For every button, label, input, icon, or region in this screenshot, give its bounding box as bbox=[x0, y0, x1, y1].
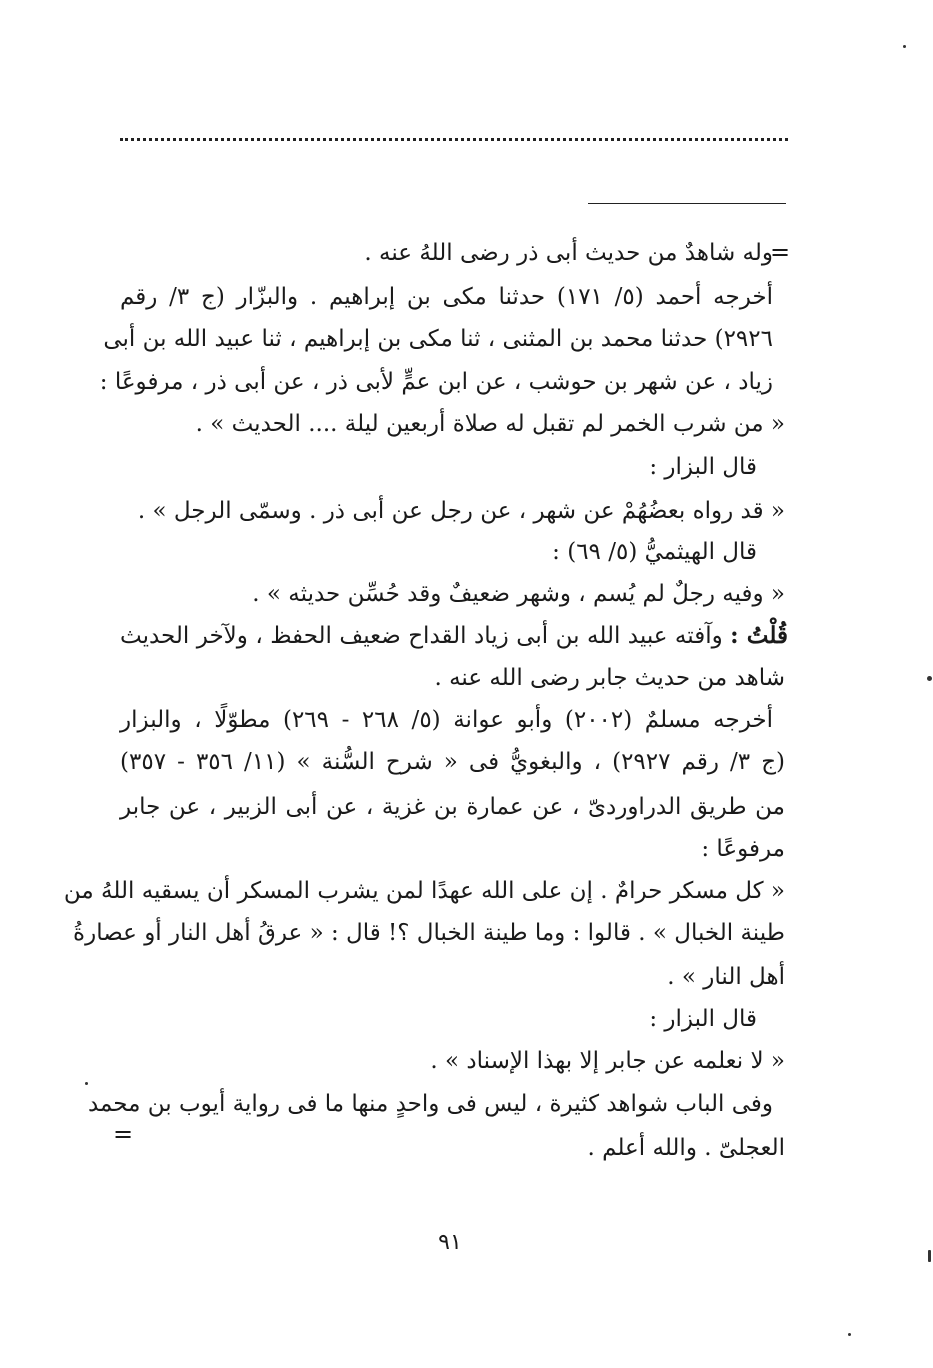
text-line bbox=[120, 619, 788, 653]
text-line: أهل النار » . bbox=[667, 964, 785, 990]
scan-speck bbox=[848, 1333, 851, 1336]
text-line: زياد ، عن شهر بن حوشب ، عن ابن عمٍّ لأبى ذر ، عن أبى ذر ، مرفوعًا : bbox=[99, 369, 773, 395]
scan-speck bbox=[85, 1082, 88, 1085]
text-line: مرفوعًا : bbox=[701, 836, 785, 862]
qult-label: قُلْتُ : bbox=[730, 622, 789, 649]
text-line: أخرجه مسلمٌ (٢٠٠٢) وأبو عوانة (٥/ ٢٦٨ - ٢٦٩) مطوّلًا ، والبزار bbox=[120, 707, 773, 733]
text-line: (ج ٣/ رقم ٢٩٢٧) ، والبغويُّ فى « شرح السُّنة » (١١/ ٣٥٦ - ٣٥٧) bbox=[120, 749, 786, 775]
text-line: العجلىّ . والله أعلم . bbox=[587, 1135, 785, 1161]
text-line: من طريق الدراوردىّ ، عن عمارة بن غزية ، عن أبى الزبير ، عن جابر bbox=[120, 794, 785, 820]
text-line: أخرجه أحمد (٥/ ١٧١) حدثنا مكى بن إبراهيم . والبزّار (ج ٣/ رقم bbox=[120, 284, 774, 310]
text-line: قال البزار : bbox=[649, 454, 757, 480]
qult-text: وآفته عبيد الله بن أبى زياد القداح ضعيف الحفظ ، ولآخر الحديث bbox=[120, 623, 723, 649]
text-line: طينة الخبال » . قالوا : وما طينة الخبال ؟! قال : « عرقُ أهل النار أو عصارةُ bbox=[73, 920, 785, 946]
text-line: ٢٩٢٦) حدثنا محمد بن المثنى ، ثنا مكى بن إبراهيم ، ثنا عبيد الله بن أبى bbox=[103, 326, 773, 352]
text-line: « كل مسكر حرامٌ . إن على الله عهدًا لمن يشرب المسكر أن يسقيه اللهُ من bbox=[63, 878, 785, 904]
text-line: وفى الباب شواهد كثيرة ، ليس فى واحدٍ منها ما فى رواية أيوب بن محمد bbox=[87, 1091, 773, 1117]
text-line: وله شاهدٌ من حديث أبى ذر رضى اللهُ عنه . bbox=[364, 240, 773, 266]
text-line: « وفيه رجلٌ لم يُسم ، وشهر ضعيفٌ وقد حُسِّن حديثه » . bbox=[252, 581, 785, 607]
text-line: قال البزار : bbox=[649, 1006, 757, 1032]
text-line: « قد رواه بعضُهُمْ عن شهر ، عن رجل عن أبى ذر . وسمّى الرجل » . bbox=[137, 498, 785, 524]
scan-speck bbox=[927, 676, 932, 681]
continuation-mark-bottom: = bbox=[113, 1120, 134, 1148]
text-line: قال الهيثميُّ (٥/ ٦٩) : bbox=[552, 539, 757, 565]
page-number: ٩١ bbox=[438, 1230, 462, 1255]
text-line: شاهد من حديث جابر رضى الله عنه . bbox=[434, 665, 785, 691]
continuation-mark-top: = bbox=[770, 238, 791, 266]
scan-speck bbox=[903, 45, 906, 48]
text-line: « لا نعلمه عن جابر إلا بهذا الإسناد » . bbox=[430, 1048, 785, 1074]
text-line: « من شرب الخمر لم تقبل له صلاة أربعين ليلة .... الحديث » . bbox=[195, 411, 785, 437]
scan-speck bbox=[928, 1250, 931, 1262]
